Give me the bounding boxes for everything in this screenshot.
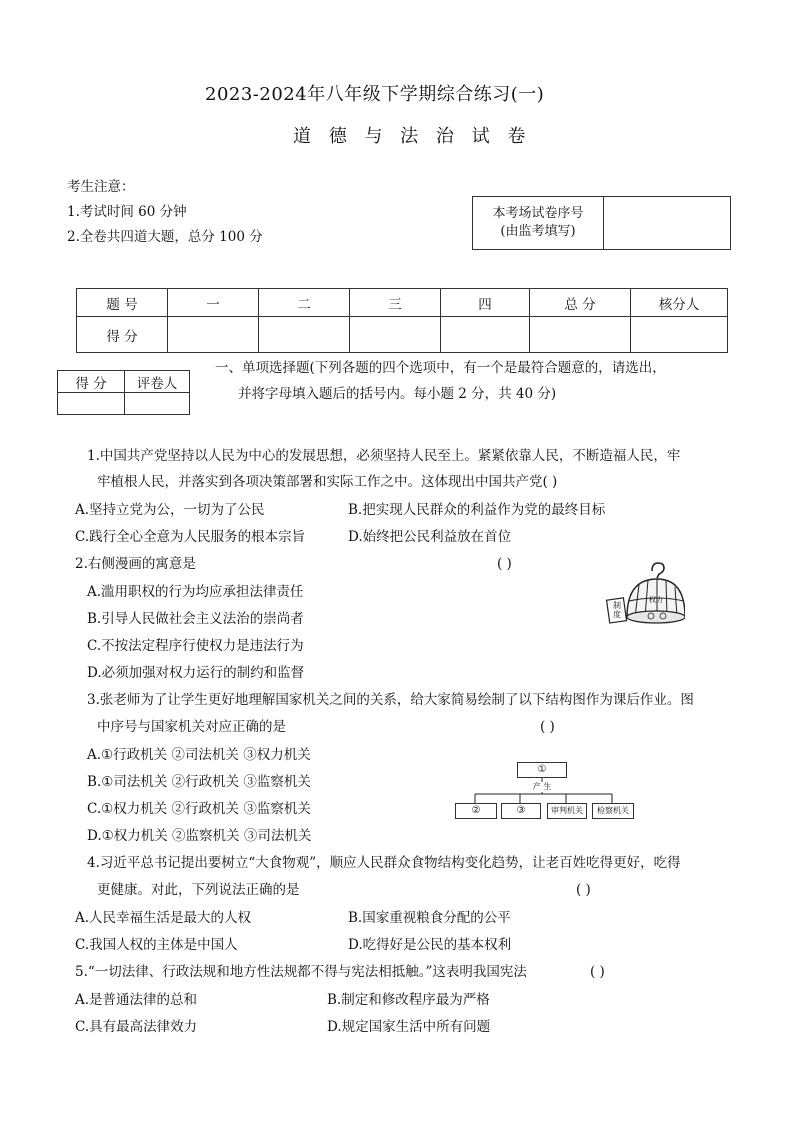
q3-option-d: D.①权力机关 ②监察机关 ③司法机关 xyxy=(87,828,312,844)
q3-option-c: C.①权力机关 ②行政机关 ③监察机关 xyxy=(87,801,311,817)
exam-subject: 道 德 与 法 治 试 卷 xyxy=(293,126,532,147)
score-cell[interactable] xyxy=(168,317,259,353)
notice-item-time: 1.考试时间 60 分钟 xyxy=(67,204,187,220)
q4-option-c: C.我国人权的主体是中国人 xyxy=(75,937,238,953)
score-table-header: 四 xyxy=(441,289,530,317)
q3-stem-line1: 3.张老师为了让学生更好地理解国家机关之间的关系，给大家简易绘制了以下结构图作为课后作业。图 xyxy=(87,692,694,708)
q1-option-c: C.践行全心全意为人民服务的根本宗旨 xyxy=(75,529,306,545)
q5-option-a: A.是普通法律的总和 xyxy=(75,992,198,1008)
cartoon-sign-text: 制度 xyxy=(613,601,621,619)
score-table-header: 一 xyxy=(168,289,259,317)
diagram-box: 检察机关 xyxy=(592,803,634,819)
q5-stem: 5.“一切法律、行政法规和地方性法规都不得与宪法相抵触。”这表明我国宪法 xyxy=(75,964,527,980)
cartoon-illustration xyxy=(605,557,685,632)
q3-option-a: A.①行政机关 ②司法机关 ③权力机关 xyxy=(87,747,311,763)
q2-option-a: A.滥用职权的行为均应承担法律责任 xyxy=(87,584,304,600)
q3-option-b: B.①司法机关 ②行政机关 ③监察机关 xyxy=(87,774,311,790)
q4-stem-line1: 4.习近平总书记提出要树立“大食物观”，顺应人民群众食物结构变化趋势，让老百姓吃得更好，吃得 xyxy=(87,855,681,871)
diagram-box-top: ① xyxy=(517,762,567,778)
score-table-header: 二 xyxy=(259,289,350,317)
q1-option-a: A.坚持立党为公，一切为了公民 xyxy=(75,502,265,518)
q2-option-d: D.必须加强对权力运行的制约和监督 xyxy=(87,665,305,681)
q2-answer-paren[interactable]: ( ) xyxy=(497,556,512,572)
grader-name-cell[interactable] xyxy=(125,393,190,415)
q2-option-c: C.不按法定程序行使权力是违法行为 xyxy=(87,638,304,654)
score-cell[interactable] xyxy=(441,317,530,353)
q2-stem: 2.右侧漫画的寓意是 xyxy=(75,556,196,572)
seat-number-field[interactable] xyxy=(604,197,731,250)
grader-score-cell[interactable] xyxy=(58,393,125,415)
score-table xyxy=(76,288,728,353)
q1-stem-line1: 1.中国共产党坚持以人民为中心的发展思想，必须坚持人民至上。紧紧依靠人民，不断造福人民，牢 xyxy=(87,448,681,464)
q4-answer-paren[interactable]: ( ) xyxy=(576,882,591,898)
score-table-header: 总 分 xyxy=(530,289,631,317)
q4-option-b: B.国家重视粮食分配的公平 xyxy=(348,910,511,926)
cartoon-inner-text: 权力 xyxy=(649,596,663,604)
exam-title: 2023-2024年八年级下学期综合练习(一) xyxy=(205,84,545,105)
diagram-box: 审判机关 xyxy=(547,803,587,819)
section1-instructions-line1: 一、单项选择题(下列各题的四个选项中，有一个是最符合题意的，请选出， xyxy=(215,360,666,376)
q2-option-b: B.引导人民做社会主义法治的崇尚者 xyxy=(87,611,304,627)
q5-option-c: C.具有最高法律效力 xyxy=(75,1019,198,1035)
q1-option-d: D.始终把公民利益放在首位 xyxy=(348,529,512,545)
q5-answer-paren[interactable]: ( ) xyxy=(590,964,605,980)
score-row-label: 得 分 xyxy=(77,317,168,353)
state-organs-diagram xyxy=(455,762,635,822)
q5-option-b: B.制定和修改程序最为严格 xyxy=(327,992,490,1008)
q4-option-d: D.吃得好是公民的基本权利 xyxy=(348,937,512,953)
q3-answer-paren[interactable]: ( ) xyxy=(540,719,555,735)
section1-instructions-line2: 并将字母填入题后的括号内。每小题 2 分，共 40 分) xyxy=(238,386,557,402)
score-table-header: 核分人 xyxy=(631,289,728,317)
score-cell[interactable] xyxy=(350,317,441,353)
score-table-header: 三 xyxy=(350,289,441,317)
score-cell[interactable] xyxy=(530,317,631,353)
q4-option-a: A.人民幸福生活是最大的人权 xyxy=(75,910,252,926)
q3-stem-line2: 中序号与国家机关对应正确的是 xyxy=(97,719,286,735)
q4-stem-line2: 更健康。对此，下列说法正确的是 xyxy=(97,882,300,898)
score-cell[interactable] xyxy=(259,317,350,353)
seat-number-box xyxy=(472,196,731,250)
score-cell[interactable] xyxy=(631,317,728,353)
seat-number-label: 本考场试卷序号 (由监考填写) xyxy=(473,197,604,250)
notice-item-total: 2.全卷共四道大题，总分 100 分 xyxy=(67,229,263,245)
grader-box xyxy=(57,370,190,415)
q1-stem-line2: 牢植根人民，并落实到各项决策部署和实际工作之中。这体现出中国共产党( ) xyxy=(97,474,558,490)
grader-score-label: 得 分 xyxy=(58,371,125,393)
diagram-box: ③ xyxy=(501,803,541,819)
grader-name-label: 评卷人 xyxy=(125,371,190,393)
notice-heading: 考生注意： xyxy=(67,179,135,195)
score-table-header: 题 号 xyxy=(77,289,168,317)
q5-option-d: D.规定国家生活中所有问题 xyxy=(327,1019,491,1035)
diagram-box: ② xyxy=(455,803,497,819)
q1-option-b: B.把实现人民群众的利益作为党的最终目标 xyxy=(348,502,606,518)
diagram-arrow-label: 产 生 xyxy=(529,782,555,792)
